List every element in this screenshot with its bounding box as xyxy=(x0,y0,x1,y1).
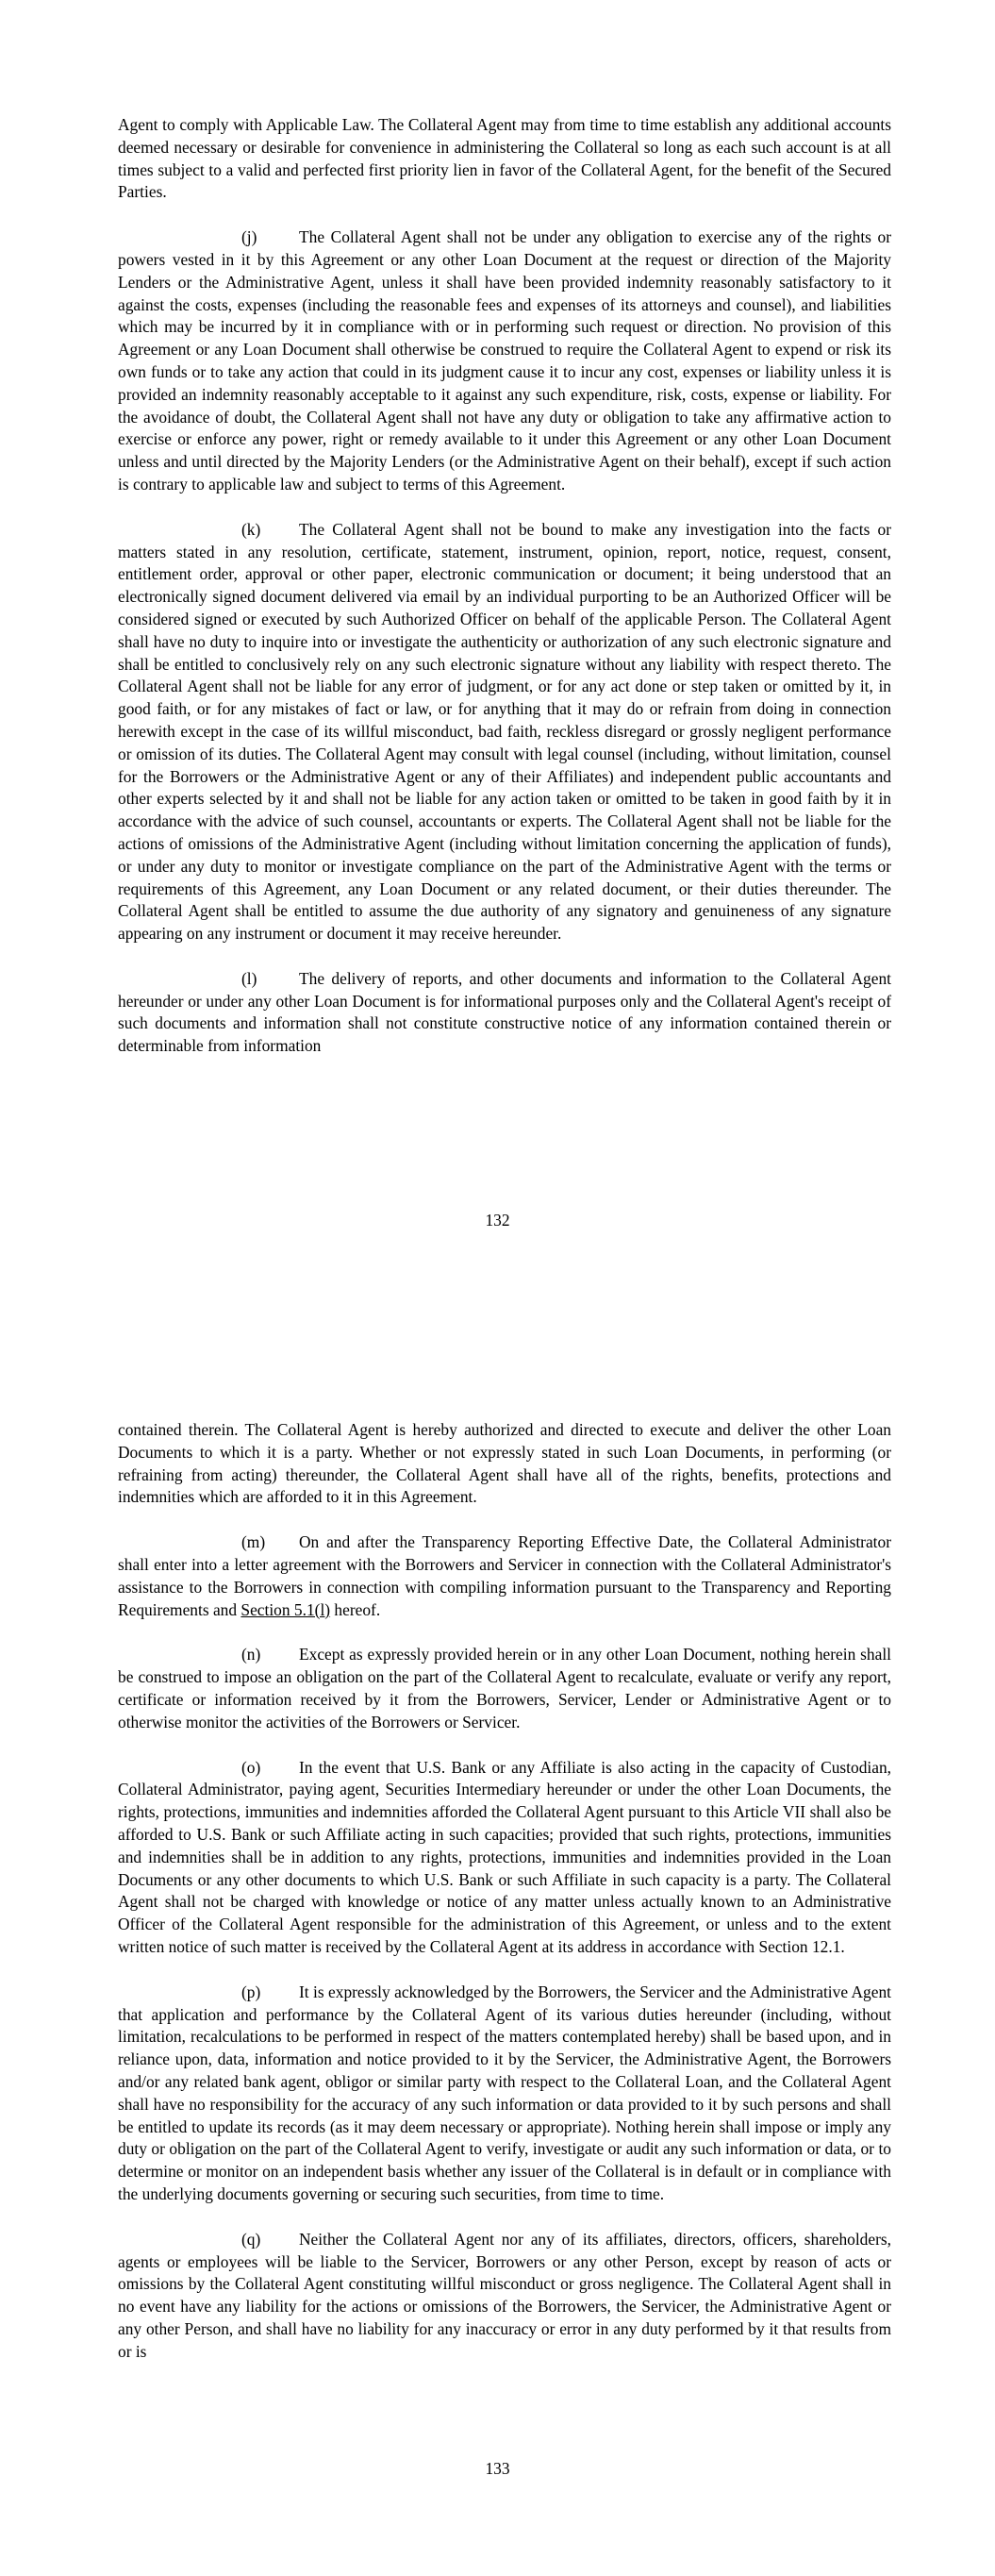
paragraph-text: The delivery of reports, and other documents and information to the Collateral Agent hereunder or under any other Loan Document is for informational purposes only and the Collateral Agent's receipt of such documents and information shall not constitute constructive notice of any information contained therein or determinable from information xyxy=(118,968,891,1056)
paragraph-number: (q) xyxy=(241,2229,261,2249)
page-number: 132 xyxy=(485,1211,510,1229)
paragraph-number: (l) xyxy=(241,968,257,988)
paragraph-q xyxy=(118,2229,891,2364)
paragraph-l xyxy=(118,968,891,1058)
page-body xyxy=(118,114,891,1080)
page-number: 133 xyxy=(485,2459,510,2478)
continuation-paragraph: Agent to comply with Applicable Law. The Collateral Agent may from time to time establish any additional accounts deemed necessary or desirable for convenience in administering the Collateral so long as each such account is at all times subject to a valid and perfected first priority lien in favor of the Collateral Agent, for the benefit of the Secured Parties. xyxy=(118,115,891,202)
paragraph-text: Except as expressly provided herein or in any other Loan Document, nothing herein shall be construed to impose an obligation on the part of the Collateral Agent to recalculate, evaluate or verify any report, certificate or information received by it from the Borrowers, Servicer, Lender or Administrative Agent or to otherwise monitor the activities of the Borrowers or Servicer. xyxy=(118,1645,891,1731)
section-reference-link[interactable]: Section 5.1(l) xyxy=(240,1599,331,1619)
paragraph-text: The Collateral Agent shall not be bound to make any investigation into the facts or matters stated in any resolution, certificate, statement, instrument, opinion, report, notice, request, consent, entitlement order, approval or other paper, electronic communication or document; it being understood that an electronically signed document delivered via email by an individual purporting to be an Authorized Officer will be considered signed or executed by such Authorized Officer on behalf of the applicable Person. The Collateral Agent shall have no duty to inquire into or investigate the authenticity or authorization of any such electronic signature and shall be entitled to conclusively rely on any such electronic signature without any liability with respect thereto. The Collateral Agent shall not be liable for any error of judgment, or for any act done or step taken or omitted by it, in good faith, or for any mistakes of fact or law, or for anything that it may do or refrain from doing in connection herewith except in the case of its willful misconduct, bad faith, reckless disregard or grossly negligent performance or omission of its duties. The Collateral Agent may consult with legal counsel (including, without limitation, counsel for the Borrowers or the Administrative Agent or any of their Affiliates) and independent public accountants and other experts selected by it and shall not be liable for any action taken or omitted to be taken in good faith by it in accordance with the advice of such counsel, accountants or experts. The Collateral Agent shall not be liable for the actions of omissions of the Administrative Agent (including without limitation concerning the application of funds), or under any duty to monitor or investigate compliance on the part of the Administrative Agent with the terms or requirements of this Agreement, any Loan Document or any related document, or their duties thereunder. The Collateral Agent shall be entitled to assume the due authority of any signatory and genuineness of any signature appearing on any instrument or document it may receive hereunder. xyxy=(118,519,891,944)
paragraph-tail: hereof. xyxy=(330,1599,381,1619)
paragraph-number: (j) xyxy=(241,227,257,247)
paragraph-text: It is expressly acknowledged by the Borrowers, the Servicer and the Administrative Agent that application and performance by the Collateral Agent of its various duties hereunder (including, without limitation, recalculations to be performed in respect of the matters contemplated hereby) shall be based upon, and in reliance upon, data, information and notice provided to it by the Servicer, the Administrative Agent, the Borrowers and/or any related bank agent, obligor or similar party with respect to the Collateral Loan, and the Collateral Agent shall have no responsibility for the accuracy of any such information or data provided to it by such persons and shall be entitled to update its records (as it may deem necessary or appropriate). Nothing herein shall impose or imply any duty or obligation on the part of the Collateral Agent to verify, investigate or audit any such information or data, or to determine or monitor on an independent basis whether any issuer of the Collateral is in default or in compliance with the underlying documents governing or securing such securities, from time to time. xyxy=(118,1982,891,2203)
paragraph-text: The Collateral Agent shall not be under any obligation to exercise any of the rights or powers vested in it by this Agreement or any other Loan Document at the request or direction of the Majority Lenders or the Administrative Agent, unless it shall have been provided indemnity reasonably satisfactory to it against the costs, expenses (including the reasonable fees and expenses of its attorneys and counsel), and liabilities which may be incurred by it in compliance with or in performing such request or direction. No provision of this Agreement or any Loan Document shall otherwise be construed to require the Collateral Agent to expend or risk its own funds or to take any action that could in its judgment cause it to incur any cost, expenses or liability unless it is provided an indemnity reasonably acceptable to it against any such expenditure, risk, costs, expense or liability. For the avoidance of doubt, the Collateral Agent shall not have any duty or obligation to take any affirmative action to exercise or enforce any power, right or remedy available to it under this Agreement or any other Loan Document unless and until directed by the Majority Lenders (or the Administrative Agent on their behalf), except if such action is contrary to applicable law and subject to terms of this Agreement. xyxy=(118,227,891,493)
paragraph-m xyxy=(118,1531,891,1621)
paragraph-number: (k) xyxy=(241,519,261,539)
paragraph-number: (m) xyxy=(241,1532,266,1552)
paragraph-number: (n) xyxy=(241,1645,261,1664)
page-body xyxy=(118,1419,891,2385)
paragraph-n xyxy=(118,1644,891,1733)
paragraph-k xyxy=(118,519,891,945)
document-page-133 xyxy=(0,1283,995,2576)
continuation-paragraph: contained therein. The Collateral Agent is hereby authorized and directed to execute and deliver the other Loan Documents to which it is a party. Whether or not expressly stated in such Loan Documents, in performing (or refraining from acting) thereunder, the Collateral Agent shall have all of the rights, benefits, protections and indemnities which are afforded to it in this Agreement. xyxy=(118,1420,891,1507)
paragraph-text: Neither the Collateral Agent nor any of its affiliates, directors, officers, shareholders, agents or employees will be liable to the Servicer, Borrowers or any other Person, except by reason of acts or omissions by the Collateral Agent constituting willful misconduct or gross negligence. The Collateral Agent shall in no event have any liability for the actions or omissions of the Borrowers, the Servicer, the Administrative Agent or any other Person, and shall have no liability for any inaccuracy or error in any duty performed by it that results from or is xyxy=(118,2229,891,2361)
paragraph-text: On and after the Transparency Reporting Effective Date, the Collateral Administrator shall enter into a letter agreement with the Borrowers and Servicer in connection with the Collateral Administrator's assistance to the Borrowers in connection with compiling information pursuant to the Transparency and Reporting Requirements and xyxy=(118,1532,891,1619)
paragraph-j xyxy=(118,226,891,496)
document-page-132 xyxy=(0,0,995,1283)
paragraph-text: In the event that U.S. Bank or any Affiliate is also acting in the capacity of Custodian, Collateral Administrator, paying agent, Securities Intermediary hereunder or under the other Loan Documents, the rights, protections, immunities and indemnities afforded the Collateral Agent pursuant to this Article VII shall also be afforded to U.S. Bank or such Affiliate acting in such capacities; provided that such rights, protections, immunities and indemnities shall be in addition to any rights, protections, immunities and indemnities provided in the Loan Documents or any other documents to which U.S. Bank or such Affiliate in such capacity is a party. The Collateral Agent shall not be charged with knowledge or notice of any matter unless actually known to an Administrative Officer of the Collateral Agent responsible for the administration of this Agreement, or unless and to the extent written notice of such matter is received by the Collateral Agent at its address in accordance with Section 12.1. xyxy=(118,1757,891,1956)
paragraph-number: (p) xyxy=(241,1982,261,2001)
paragraph-p xyxy=(118,1982,891,2206)
paragraph-number: (o) xyxy=(241,1757,261,1777)
paragraph-o xyxy=(118,1757,891,1959)
